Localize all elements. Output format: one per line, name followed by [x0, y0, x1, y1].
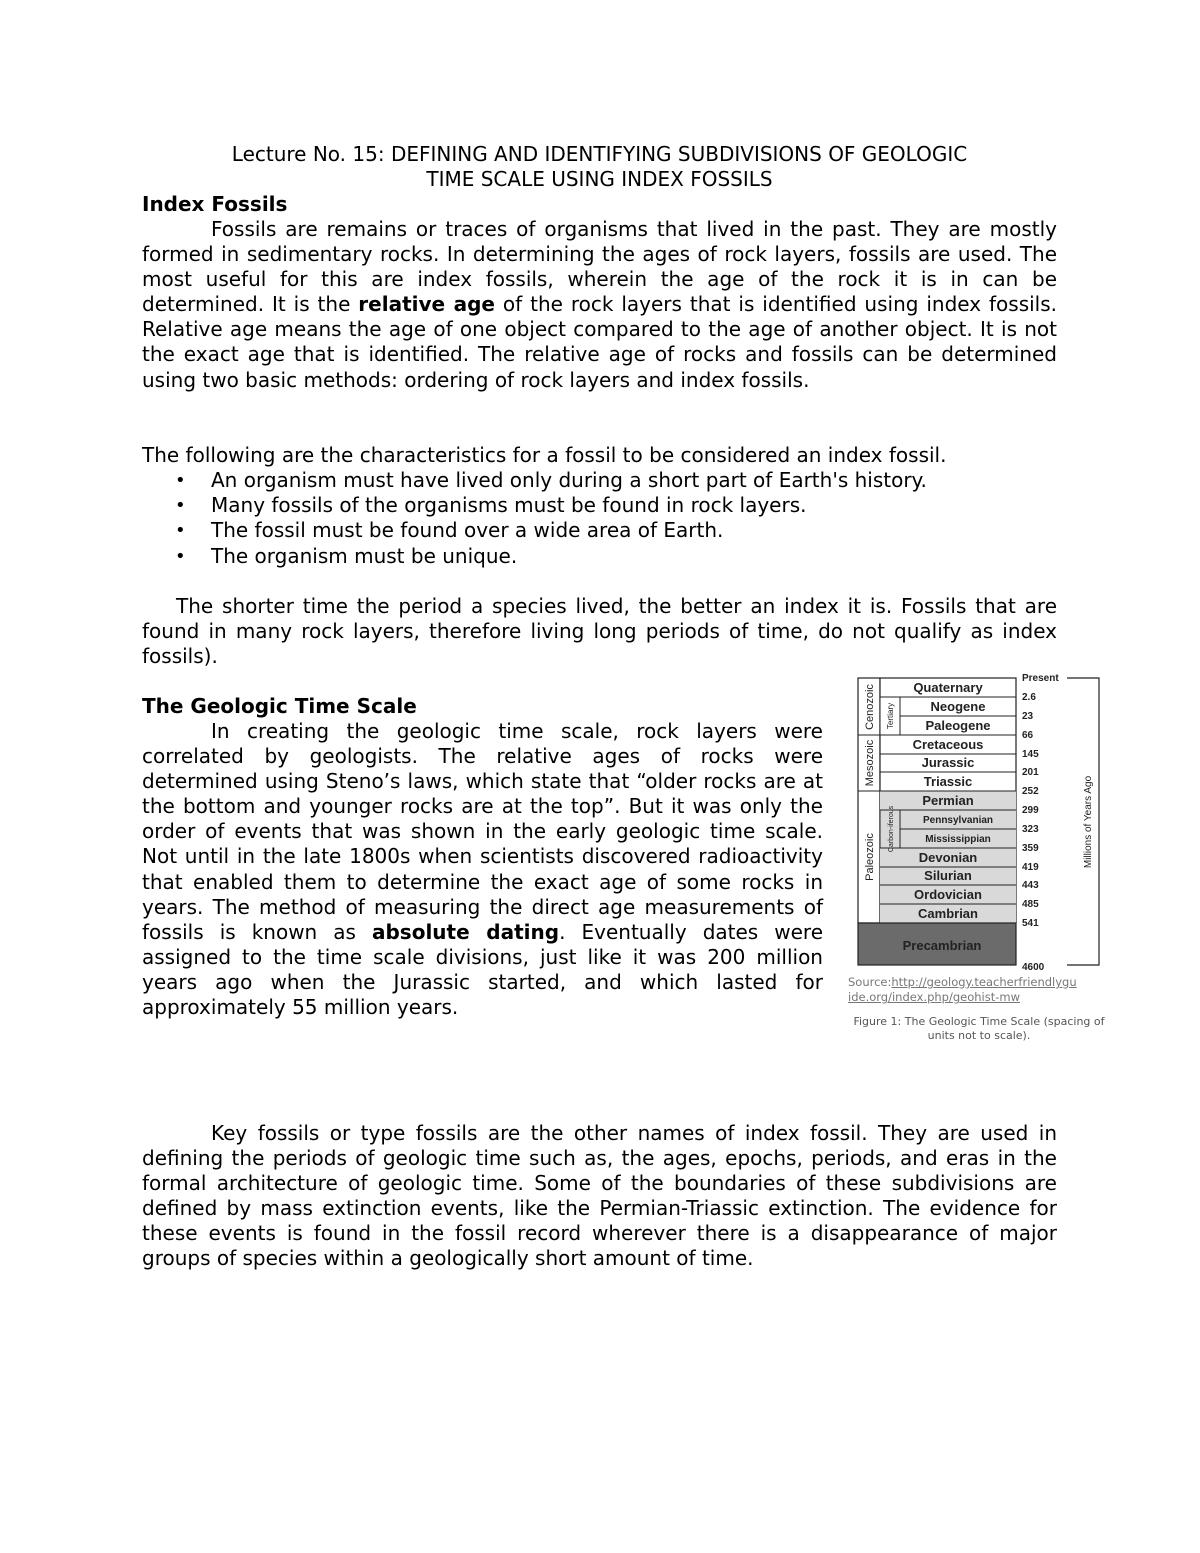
period-devonian: Devonian — [918, 850, 978, 865]
period-quaternary: Quaternary — [913, 680, 983, 695]
subgroup-carboniferous: Carbon-iferous — [888, 805, 895, 853]
era-mesozoic: Mesozoic — [864, 739, 876, 787]
period-cretaceous: Cretaceous — [912, 737, 984, 752]
lecture-title-line-1: Lecture No. 15: DEFINING AND IDENTIFYING SUBDIVISIONS OF GEOLOGIC — [231, 142, 968, 166]
period-cambrian: Cambrian — [918, 906, 978, 921]
gts-text-1: In creating the geologic time scale, rock layers were correlated by geologists. The relative ages of rocks were determined using Steno’s laws, which state that “older rocks are at the bottom and younger rocks are at the top”. But it was only the order of events that was shown in the early geologic time scale. Not until in the late 1800s when scientists discovered radioactivity that enabled them to determine the exact age of some rocks in years. The method of measuring the direct age measurements of fossils is known as — [142, 719, 823, 944]
period-silurian: Silurian — [924, 868, 972, 883]
index-fossils-text-2: of the rock layers that is identified using index fossils. Relative age means the age of one object compared to the age of another object. It is not the exact age that is identified. The relative age of rocks and fossils can be determined using two basic methods: ordering of rock layers and index fossils. — [142, 292, 1058, 392]
subgroup-tertiary: Tertiary — [886, 702, 895, 730]
period-precambrian: Precambrian — [902, 938, 982, 953]
age-label: 359 — [1022, 843, 1039, 854]
period-triassic: Triassic — [923, 774, 973, 789]
index-fossils-paragraph — [142, 217, 1057, 393]
period-permian: Permian — [922, 793, 974, 808]
axis-label: Millions of Years Ago — [1083, 775, 1094, 869]
age-label: 252 — [1022, 786, 1039, 797]
age-label: 201 — [1022, 767, 1039, 778]
era-paleozoic: Paleozoic — [864, 833, 876, 881]
age-label: 4600 — [1022, 962, 1045, 972]
age-label: 66 — [1022, 730, 1034, 741]
index-fossils-text-1: Fossils are remains or traces of organisms that lived in the past. They are mostly formed in sedimentary rocks. In determining the ages of rock layers, fossils are used. The most useful for this are index fossils, wherein the age of the rock it is in can be determined. It is the — [142, 217, 1057, 317]
age-label: 2.6 — [1022, 692, 1036, 703]
characteristics-intro: The following are the characteristics for a fossil to be considered an index fossil. — [142, 443, 947, 467]
period-pennsylvanian: Pennsylvanian — [922, 815, 994, 826]
bullet-icon: • — [175, 470, 186, 491]
age-label: 299 — [1022, 805, 1039, 816]
figure-source — [848, 975, 1118, 1005]
period-mississippian: Mississippian — [925, 834, 991, 845]
era-cenozoic: Cenozoic — [864, 684, 876, 730]
gts-text-2: . Eventually dates were assigned to the time scale divisions, just like it was 200 million years ago when the Jurassic started, and which lasted for approximately 55 million years. — [142, 919, 824, 1020]
list-item: • The organism must be unique. — [175, 543, 518, 568]
age-label: 23 — [1022, 711, 1034, 722]
index-quality-paragraph: The shorter time the period a species lived, the better an index it is. Fossils that are found in many rock layers, therefore living long periods of time, do not qualify as index fossils). — [142, 594, 1057, 669]
bullet-icon: • — [175, 495, 186, 517]
relative-age-term: relative age — [358, 292, 495, 317]
age-label: 485 — [1022, 899, 1039, 910]
list-item: • Many fossils of the organisms must be found in rock layers. — [175, 493, 807, 518]
age-label: 443 — [1022, 880, 1039, 891]
age-label: 541 — [1022, 918, 1039, 929]
age-present: Present — [1022, 673, 1059, 684]
figure-caption: Figure 1: The Geologic Time Scale (spacing of units not to scale). — [853, 1015, 1105, 1042]
period-jurassic: Jurassic — [921, 755, 975, 770]
lecture-title-line-2: TIME SCALE USING INDEX FOSSILS — [426, 167, 773, 191]
bullet-icon: • — [175, 545, 186, 567]
age-label: 145 — [1022, 749, 1039, 760]
age-label: 419 — [1022, 862, 1039, 873]
key-fossils-paragraph: Key fossils or type fossils are the other names of index fossil. They are used in defining the periods of geologic time such as, the ages, epochs, periods, and eras in the formal architecture of geologic time. Some of the boundaries of these subdivisions are defined by mass extinction events, like the Permian-Triassic extinction. The evidence for these events is found in the fossil record wherever there is a disappearance of major groups of species within a geologically short amount of time. — [142, 1121, 1057, 1271]
geologic-time-scale-heading: The Geologic Time Scale — [142, 694, 417, 718]
absolute-dating-term: absolute dating — [371, 919, 560, 944]
source-link[interactable]: http://geology.teacherfriendlygu — [891, 975, 1077, 989]
source-link-continued[interactable]: ide.org/index.php/geohist-mw — [848, 990, 1020, 1004]
geologic-time-scale-paragraph — [142, 719, 823, 1020]
index-fossils-heading: Index Fossils — [142, 192, 288, 216]
characteristics-list — [142, 468, 927, 569]
source-prefix: Source: — [848, 975, 892, 989]
list-item: • An organism must have lived only during a short part of Earth's history. — [175, 468, 927, 492]
geologic-time-scale-figure — [845, 672, 1115, 972]
list-item: • The fossil must be found over a wide area of Earth. — [175, 518, 724, 543]
period-paleogene: Paleogene — [925, 718, 991, 733]
age-label: 323 — [1022, 824, 1039, 835]
period-ordovician: Ordovician — [914, 887, 982, 902]
bullet-icon: • — [175, 520, 186, 542]
period-neogene: Neogene — [930, 699, 986, 714]
